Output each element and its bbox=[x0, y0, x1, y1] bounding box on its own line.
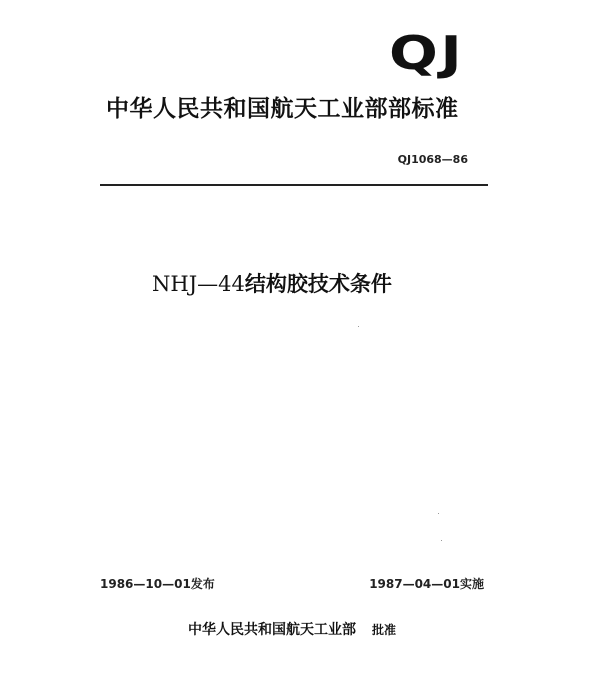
qj-logo: QJ bbox=[388, 26, 464, 80]
approver-name: 中华人民共和国航天工业部 bbox=[188, 622, 356, 638]
standard-number: QJ1068—86 bbox=[397, 153, 468, 166]
scan-speck bbox=[438, 513, 439, 514]
scan-speck bbox=[441, 540, 442, 541]
approve-label: 批准 bbox=[372, 623, 397, 637]
document-title-text: 结构胶技术条件 bbox=[244, 272, 392, 296]
approving-authority bbox=[188, 621, 396, 639]
document-title bbox=[152, 270, 392, 298]
issue-date: 1986—10—01发布 bbox=[100, 577, 215, 591]
implementation-date: 1987—04—01实施 bbox=[369, 577, 484, 591]
scan-speck bbox=[358, 326, 359, 327]
document-title-code: NHJ—44 bbox=[152, 272, 245, 296]
ministry-standard-title: 中华人民共和国航天工业部部标准 bbox=[106, 96, 459, 122]
header-divider bbox=[100, 184, 488, 186]
